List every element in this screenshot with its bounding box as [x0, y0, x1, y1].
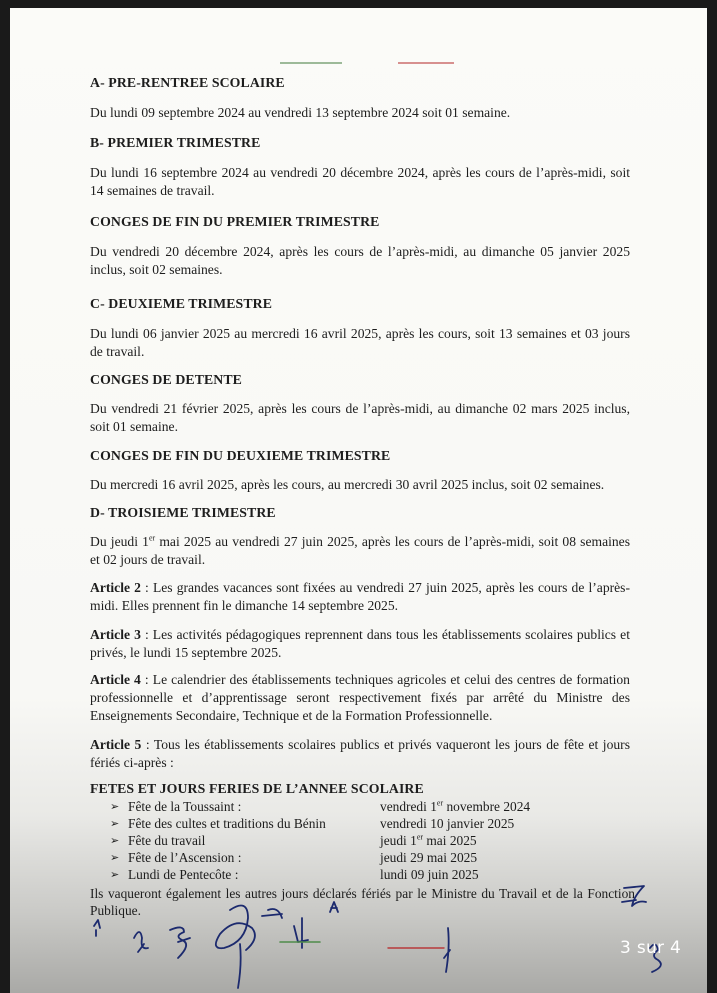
- holiday-item-pentecote: [110, 866, 590, 883]
- article-2-text: : Les grandes vacances sont fixées au vendredi 27 juin 2025, après les cours de l’après-midi. Elles prennent fin le dimanche 14 septembre 2025.: [90, 580, 630, 613]
- bullet-arrow-icon: ➢: [110, 834, 120, 847]
- section-title-conges-detente: CONGES DE DETENTE: [90, 372, 242, 387]
- holiday-date: [380, 798, 530, 815]
- troisieme-text-sup: er: [148, 533, 156, 543]
- article-4: [90, 671, 630, 725]
- holiday-date-sup: er: [436, 798, 444, 808]
- document-page: [10, 8, 707, 993]
- holiday-date-start: jeudi 1: [380, 833, 417, 848]
- holiday-date-start: lundi 09 juin 2025: [380, 867, 479, 882]
- holiday-item-cultes: [110, 815, 590, 832]
- section-text-pre-rentree: Du lundi 09 septembre 2024 au vendredi 13 septembre 2024 soit 01 semaine.: [90, 105, 511, 120]
- initial-mark: [170, 927, 190, 958]
- article-4-label: Article 4: [90, 672, 141, 687]
- article-2-label: Article 2: [90, 580, 141, 595]
- section-text-conges-detente: Du vendredi 21 février 2025, après les cours de l’après-midi, au dimanche 02 mars 2025 inclus, soit 01 semaine.: [90, 401, 630, 434]
- holiday-date-start: vendredi 10 janvier 2025: [380, 816, 515, 831]
- section-text-premier-trimestre: Du lundi 16 septembre 2024 au vendredi 20 décembre 2024, après les cours de l’après-midi, soit 14 semaines de travail.: [90, 165, 630, 198]
- section-title-premier-trimestre: B- PREMIER TRIMESTRE: [90, 135, 261, 150]
- article-3-label: Article 3: [90, 627, 141, 642]
- bullet-arrow-icon: ➢: [110, 817, 120, 830]
- holiday-item-travail: [110, 832, 590, 849]
- header-rule-green: [280, 62, 342, 64]
- holiday-name: Fête de la Toussaint :: [128, 799, 242, 814]
- holiday-date: [380, 815, 514, 832]
- fetes-title: FETES ET JOURS FERIES DE L’ANNEE SCOLAIRE: [90, 781, 424, 796]
- holiday-date-start: jeudi 29 mai 2025: [380, 850, 478, 865]
- bullet-arrow-icon: ➢: [110, 868, 120, 881]
- header-color-rule: [280, 62, 460, 66]
- holiday-name: Fête du travail: [128, 833, 206, 848]
- initial-mark: [444, 928, 450, 972]
- holiday-name: Fête des cultes et traditions du Bénin: [128, 816, 326, 831]
- section-title-conges-deuxieme: CONGES DE FIN DU DEUXIEME TRIMESTRE: [90, 448, 391, 463]
- holiday-item-ascension: [110, 849, 590, 866]
- holiday-date-end: mai 2025: [423, 833, 477, 848]
- section-text-troisieme-trimestre: [90, 533, 630, 569]
- article-5-text: : Tous les établissements scolaires publics et privés vaqueront les jours de fête et jours fériés ci-après :: [90, 737, 630, 770]
- bullet-arrow-icon: ➢: [110, 851, 120, 864]
- article-3-text: : Les activités pédagogiques reprennent dans tous les établissements scolaires publics et privés, le lundi 15 septembre 2025.: [90, 627, 630, 660]
- holiday-item-toussaint: [110, 798, 590, 815]
- holiday-date-end: novembre 2024: [443, 799, 531, 814]
- header-rule-red: [398, 62, 454, 64]
- section-title-conges-premier: CONGES DE FIN DU PREMIER TRIMESTRE: [90, 214, 380, 229]
- holiday-name: Lundi de Pentecôte :: [128, 867, 239, 882]
- page-indicator: 3 sur 4: [620, 938, 682, 958]
- section-title-deuxieme-trimestre: C- DEUXIEME TRIMESTRE: [90, 296, 272, 311]
- holiday-date-start: vendredi 1: [380, 799, 437, 814]
- holiday-date-sup: er: [416, 832, 424, 842]
- initial-mark: [134, 932, 148, 952]
- article-4-text: : Le calendrier des établissements techniques agricoles et celui des centres de formation professionnelle et d’apprentissage seront respectivement fixés par arrêté du Ministre des Enseignements Secondaire, Technique et de la Formation Professionnelle.: [90, 672, 630, 723]
- holiday-date: [380, 866, 479, 883]
- holiday-name: Fête de l’Ascension :: [128, 850, 242, 865]
- section-title-troisieme-trimestre: D- TROISIEME TRIMESTRE: [90, 505, 276, 520]
- holiday-date: [380, 832, 477, 849]
- article-3: [90, 626, 630, 662]
- section-text-deuxieme-trimestre: Du lundi 06 janvier 2025 au mercredi 16 avril 2025, après les cours, soit 13 semaines et 03 jours de travail.: [90, 326, 630, 359]
- troisieme-text-start: Du jeudi 1: [90, 534, 149, 549]
- article-5: [90, 736, 630, 772]
- closing-text: Ils vaqueront également les autres jours déclarés fériés par le Ministre du Travail et de la Fonction Publique.: [90, 886, 635, 918]
- section-text-conges-deuxieme: Du mercredi 16 avril 2025, après les cours, au mercredi 30 avril 2025 inclus, soit 02 semaines.: [90, 477, 605, 492]
- holiday-date: [380, 849, 477, 866]
- troisieme-text-end: mai 2025 au vendredi 27 juin 2025, après les cours de l’après-midi, soit 08 semaines et 02 jours de travail.: [90, 534, 631, 567]
- article-5-label: Article 5: [90, 737, 142, 752]
- initial-mark: [94, 920, 100, 936]
- bullet-arrow-icon: ➢: [110, 800, 120, 813]
- section-title-pre-rentree: A- PRE-RENTREE SCOLAIRE: [90, 75, 285, 90]
- initial-mark: [294, 918, 308, 948]
- article-2: [90, 579, 630, 615]
- section-text-conges-premier: Du vendredi 20 décembre 2024, après les cours de l’après-midi, au dimanche 05 janvier 2025 inclus, soit 02 semaines.: [90, 244, 630, 277]
- holiday-list: [110, 798, 590, 883]
